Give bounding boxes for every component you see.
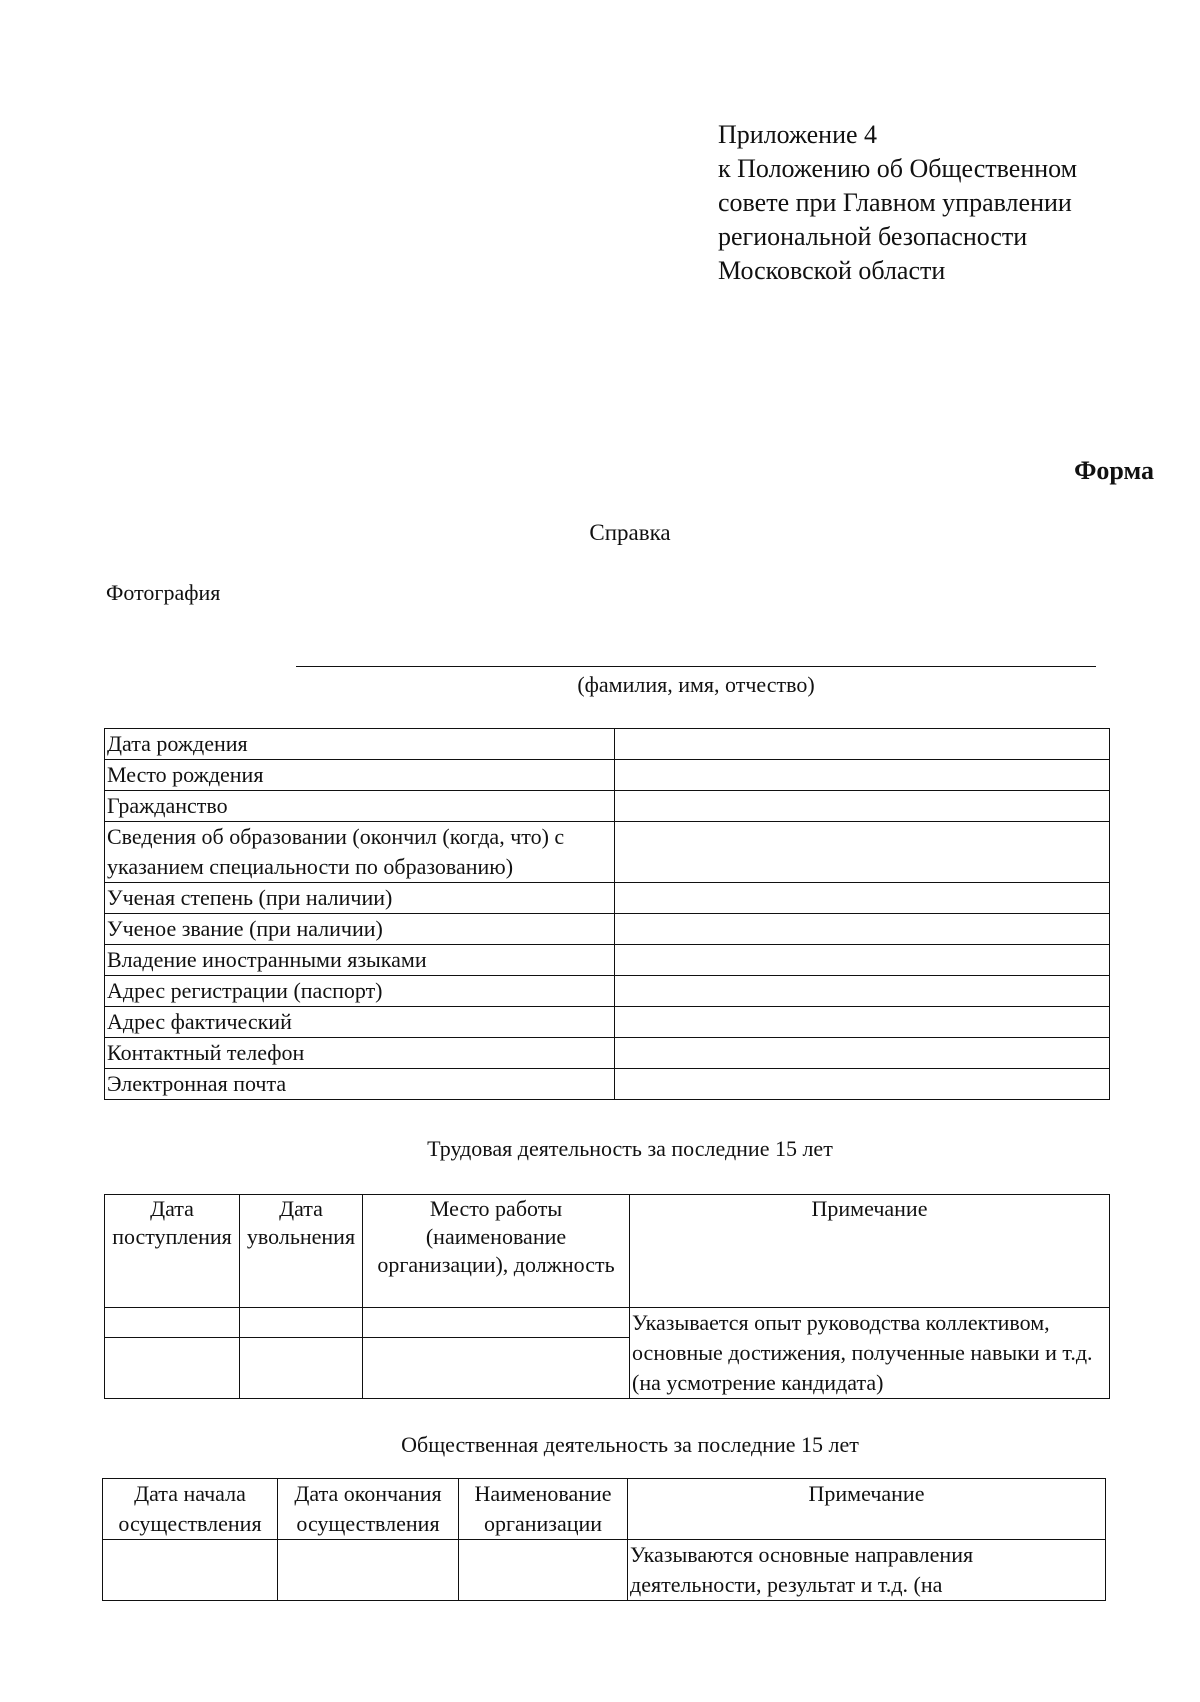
table-row — [105, 822, 1110, 883]
table-row — [105, 729, 1110, 760]
field-label: Гражданство — [105, 791, 615, 822]
note-cell: Указывается опыт руководства коллективом, основные достижения, полученные навыки и т.д. (на усмотрение кандидата) — [630, 1308, 1110, 1399]
appendix-header-line: региональной безопасности — [718, 222, 1028, 251]
field-label: Ученая степень (при наличии) — [105, 883, 615, 914]
field-value-cell[interactable] — [615, 976, 1110, 1007]
column-header: Наименование организации — [459, 1479, 628, 1540]
table-row — [105, 1069, 1110, 1100]
appendix-header-line: Московской области — [718, 256, 946, 285]
field-value-cell[interactable] — [615, 760, 1110, 791]
field-value-cell[interactable] — [615, 729, 1110, 760]
fio-underline — [296, 666, 1096, 667]
field-value-cell[interactable] — [615, 822, 1110, 883]
column-header: Примечание — [630, 1195, 1110, 1308]
appendix-header — [718, 118, 1077, 288]
field-label: Адрес регистрации (паспорт) — [105, 976, 615, 1007]
table-cell[interactable] — [363, 1308, 630, 1338]
field-label: Сведения об образовании (окончил (когда, что) с указанием специальности по образованию) — [105, 822, 615, 883]
social-section-title: Общественная деятельность за последние 15 лет — [401, 1432, 859, 1457]
table-row — [105, 976, 1110, 1007]
field-label: Место рождения — [105, 760, 615, 791]
form-label: Форма — [1074, 456, 1154, 485]
field-value-cell[interactable] — [615, 945, 1110, 976]
field-label: Ученое звание (при наличии) — [105, 914, 615, 945]
column-header: Дата окончания осуществления — [278, 1479, 459, 1540]
appendix-header-line: Приложение 4 — [718, 120, 878, 149]
table-header-row — [103, 1479, 1106, 1540]
table-row — [105, 883, 1110, 914]
photo-label: Фотография — [106, 580, 221, 605]
table-header-row — [105, 1195, 1110, 1308]
field-value-cell[interactable] — [615, 1038, 1110, 1069]
work-section-title: Трудовая деятельность за последние 15 лет — [427, 1136, 833, 1161]
table-cell[interactable] — [459, 1540, 628, 1601]
note-cell: Указываются основные направления деятельности, результат и т.д. (на — [628, 1540, 1106, 1601]
table-cell[interactable] — [278, 1540, 459, 1601]
appendix-header-line: совете при Главном управлении — [718, 188, 1072, 217]
table-cell[interactable] — [240, 1308, 363, 1338]
column-header: Дата увольнения — [240, 1195, 363, 1308]
field-value-cell[interactable] — [615, 883, 1110, 914]
table-row — [105, 1038, 1110, 1069]
social-activity-table — [102, 1478, 1106, 1601]
column-header: Место работы (наименование организации), должность — [363, 1195, 630, 1308]
document-title: Справка — [589, 520, 671, 545]
field-label: Владение иностранными языками — [105, 945, 615, 976]
column-header: Примечание — [628, 1479, 1106, 1540]
table-cell[interactable] — [240, 1337, 363, 1398]
table-row — [105, 1308, 1110, 1338]
field-label: Адрес фактический — [105, 1007, 615, 1038]
fio-caption: (фамилия, имя, отчество) — [577, 672, 815, 697]
personal-info-table — [104, 728, 1110, 1100]
column-header: Дата поступления — [105, 1195, 240, 1308]
table-cell[interactable] — [105, 1337, 240, 1398]
table-row — [105, 791, 1110, 822]
field-value-cell[interactable] — [615, 1069, 1110, 1100]
table-row — [105, 914, 1110, 945]
field-label: Контактный телефон — [105, 1038, 615, 1069]
field-value-cell[interactable] — [615, 791, 1110, 822]
table-row — [105, 945, 1110, 976]
table-row — [105, 760, 1110, 791]
field-value-cell[interactable] — [615, 914, 1110, 945]
table-row — [105, 1007, 1110, 1038]
field-label: Дата рождения — [105, 729, 615, 760]
table-cell[interactable] — [105, 1308, 240, 1338]
work-history-table — [104, 1194, 1110, 1399]
table-row — [103, 1540, 1106, 1601]
column-header: Дата начала осуществления — [103, 1479, 278, 1540]
appendix-header-line: к Положению об Общественном — [718, 154, 1078, 183]
table-cell[interactable] — [103, 1540, 278, 1601]
table-cell[interactable] — [363, 1337, 630, 1398]
field-value-cell[interactable] — [615, 1007, 1110, 1038]
field-label: Электронная почта — [105, 1069, 615, 1100]
